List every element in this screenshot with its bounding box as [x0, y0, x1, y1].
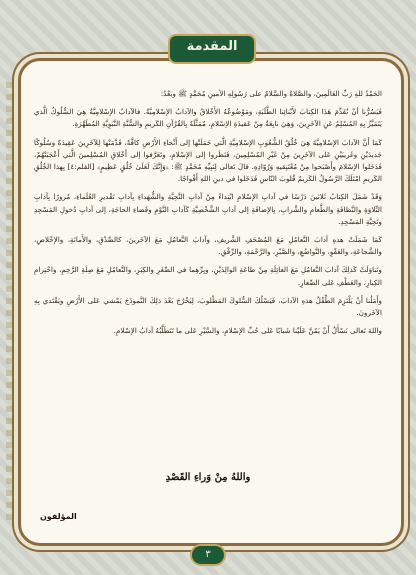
page-number: ٣	[192, 546, 224, 564]
closing-motto: واللهُ مِنْ وَراءِ القَصْدِ	[165, 472, 251, 483]
paragraph: كَمَا أَنَّ الآدابَ الإسْلامِيَّةَ هِيَ خُلُقُ الشُّعُوبِ الإسْلامِيَّةِ الَّتي حَمَلَتْها إلى أَنْحاءِ الأَرْضِ كافَّةً، قَدَّمَتْها لِلآخَرِينَ عَقِيدَةً وسُلُوكًا جَديدَيْنِ وغَريبَيْنِ عَلى الآخَرِينَ مِنْ غَيْرِ المُسْلِمِينَ، فَنَظَروا إلى الإسْلامِ، وتَعَرَّفوا إلى أَخْلاقِ المُسْلِمينَ الَّتي أَعْجَبَتْهُمْ، فَدَخَلوا الإسْلامَ وأَصْبَحوا مِنْ مُعْتَنِقيهِ وَرُوّادِهِ. قالَ تَعالى لِنَبِيِّهِ مُحَمَّدٍ ﷺ: ﴿وَإِنَّكَ لَعَلَىٰ خُلُقٍ عَظِيمٍ﴾ [القلم:٤] بِهذا الخُلُقِ الكَريمِ امْتَلَكَ الرَّسُولُ الكَريمُ قُلوبَ النّاسِ فَدَخَلوا في دينِ اللهِ أَفْواجًا.	[34, 137, 382, 184]
paragraph: فَيَسُرُّنا أنْ نُقَدِّمَ هَذَا الكِتابَ لأَبْنائِنا الطَّلَبَةِ، ومَوْضُوعُهُ الأَخْلاقُ والآدابُ الإسْلامِيَّةُ. فالآدابُ الإسْلامِيَّةُ هِيَ السُّلُوكُ الَّذي يَتَمَيَّزُ بِهِ المُسْلِمُ عَنِ الآخَرِينَ، وَهِيَ نابِعَةٌ مِنْ عَقيدَةِ الإسْلامِ، مُمَثَّلَةً بِالقُرْآنِ الكَريمِ والسُّنَّةِ النَّبَوِيَّةِ المُطَهَّرَةِ.	[34, 107, 382, 129]
paragraph: وتَناوَلَتْ كَذلِكَ آدابَ التَّعامُلِ مَعَ العائِلَةِ مِنْ طاعَةِ الوالِدَيْنِ، وبِرِّهِما في الصِّغَرِ والكِبَرِ، والتَّعامُلِ مَعَ صِلَةِ الرَّحِمِ، واحْتِرامِ الكِبارِ، والعَطْفِ عَلى الصِّغارِ.	[34, 265, 382, 287]
title-banner	[170, 36, 254, 62]
authors-signature: المؤلفون	[40, 512, 77, 521]
left-ornament	[6, 80, 16, 520]
introduction-text	[34, 88, 382, 508]
paragraph: الحَمْدُ للهِ رَبِّ العَالَمِينَ، والصَّلاةُ والسَّلامُ على رَسُولِهِ الأمينِ مُحَمَّدٍ ﷺ وبَعْدُ:	[160, 89, 382, 98]
paragraph: وأَمَلُنا أَنْ يَلْتَزِمَ الطِّفْلُ هذهِ الآدابَ، فَيَسْلُكَ السُّلوكَ المَطْلوبَ، لِيَخْرُجَ بَعْدَ ذلِكَ النَّموذَجَ يَمْشي عَلى الأَرْضِ ويَقْتَدي بِهِ الآخَرونَ.	[34, 295, 382, 318]
paragraph: كَمَا شَمَلَتْ هذهِ آدابَ التَّعامُلِ مَعَ المُصْحَفِ الشَّريفِ، وآدابَ التَّعامُلِ مَعَ الآخَرينَ، كالصِّدْقِ، والأَمانَةِ، والإخْلاصِ، والشَّجاعَةِ، والعَفْوِ، والتَّواضُعِ، والصَّبْرِ، والرَّحْمَةِ، والرِّفْقِ.	[34, 235, 382, 257]
paragraph: واللهَ تَعالى نَسْأَلُ أَنْ يَمُنَّ عَلَيْنا شَبابًا عَلى حُبِّ الإسْلامِ، والسَّيْرِ عَلى ما تَتَطَلَّبُهُ آدابُ الإسْلامِ.	[113, 326, 382, 336]
page-title: المقدمة	[186, 39, 238, 54]
paragraph: وَقَدْ شَمَلَ الكِتابُ ثَلاثينَ دَرْسًا في آدابِ الإسْلامِ ابْتِداءً مِنْ آدابِ التَّحِيَّةِ والشُّهَداءِ بِآدابِ تَقْديرِ العُلَماءِ، مُرورًا بِآدابِ التِّلاوَةِ والنَّظافَةِ والطَّعامِ والشَّرابِ، بِالإضافَةِ إلى آدابِ الشَّخْصِيَّةِ كَآدابِ النَّوْمِ وقَضاءِ الحاجَةِ، إلى آدابِ دُخولِ المَسْجِدِ وتَحِيَّةِ المَسْجِدِ.	[34, 192, 382, 226]
